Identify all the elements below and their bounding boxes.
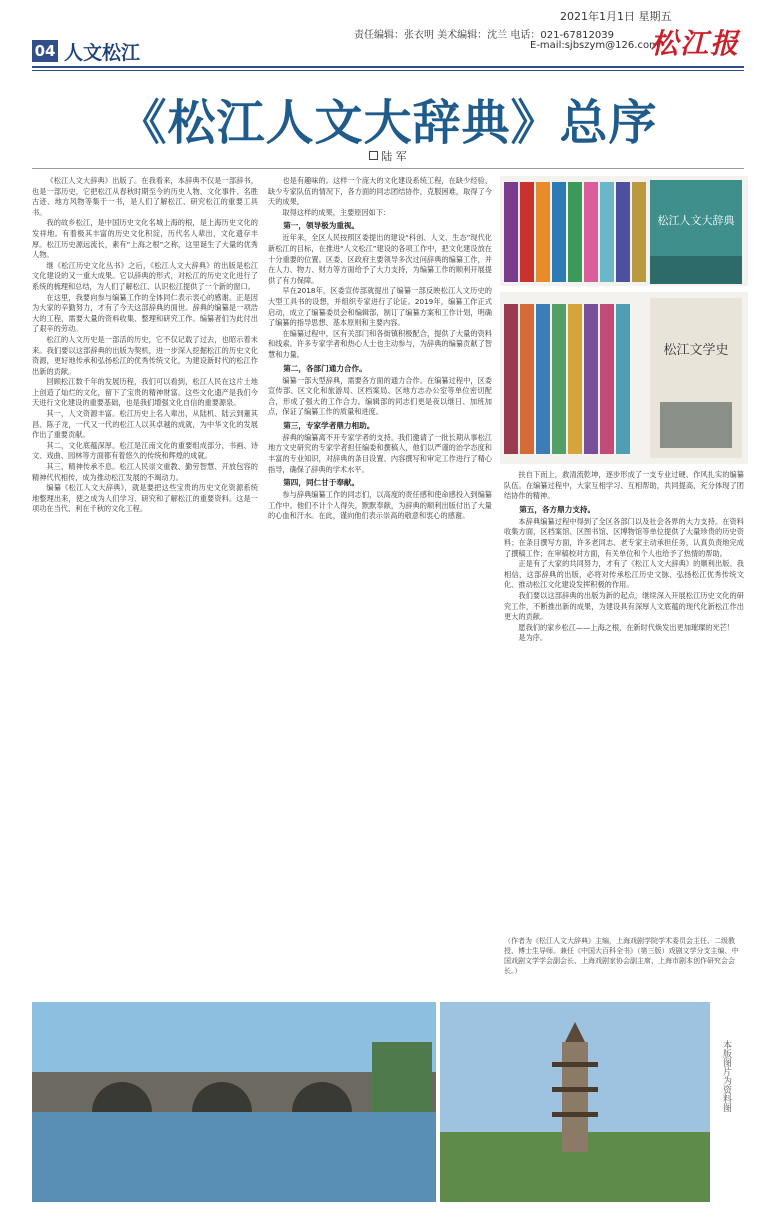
book-spine [504,304,518,454]
paragraph: 在这里，我要向参与编纂工作的全体同仁表示衷心的感谢。正是因为大家的辛勤努力，才有了今天这部辞典的面世。辞典的编纂是一项浩大的工程，需要大量的资料收集、整理和研究工作。编纂者们为此付出了艰辛的劳动。 [32,292,258,334]
book-spine [584,304,598,454]
paragraph: 取得这样的成果，主要原因如下： [282,207,391,217]
paragraph: 我们要以这部辞典的出版为新的起点，继续深入开展松江历史文化的研究工作，不断推出新的成果，为建设具有深厚人文底蕴的现代化新松江作出更大的贡献。 [504,590,744,622]
paragraph: 参与辞典编纂工作的同志们，以高度的责任感和使命感投入到编纂工作中。他们不计个人得失，默默奉献，为辞典的顺利出版付出了大量的心血和汗水。在此，谨向他们表示崇高的敬意和衷心的感谢。 [268,490,492,521]
book-spine [520,304,534,454]
header-rule [32,66,744,68]
subheading: 第四，同仁甘于奉献。 [283,478,360,488]
book-cover-title: 松江文学史 [663,343,729,358]
paragraph: 编纂一部大型辞典，需要各方面的通力合作。在编纂过程中，区委宣传部、区文化和旅游局、区档案局、区地方志办公室等单位密切配合，形成了强大的工作合力。编辑部的同志们更是夜以继日、加班加点，保证了编纂工作的质量和进度。 [268,375,492,417]
editor-email: E-mail:sjbszym@126.com [530,40,659,51]
issue-date: 2021年1月1日 星期五 [560,10,672,23]
paragraph: 早在2018年，区委宣传部就提出了编纂一部反映松江人文历史的大型工具书的设想，并组织专家进行了论证。2019年，编纂工作正式启动，成立了编纂委员会和编辑部，制订了编纂方案和工作计划，明确了编纂的指导思想、基本原则和主要内容。 [268,286,492,328]
page-number: 04 [32,40,58,62]
book-spine [568,304,582,454]
paragraph: 在编纂过程中，区有关部门和各街镇积极配合，提供了大量的资料和线索。许多专家学者和热心人士也主动参与，为辞典的编纂贡献了智慧和力量。 [268,328,492,359]
book-spine [632,182,646,282]
book-spines-image [500,176,748,286]
bridge-arches [92,1082,352,1112]
book-spine [600,304,614,454]
photo-caption: 本版图片为资料图 [721,1040,731,1112]
book-cover-pagoda [660,402,732,448]
book-spine [600,182,614,282]
book-spine [520,182,534,282]
trees [372,1042,432,1112]
author-marker-icon [369,151,378,160]
water [32,1112,436,1202]
subheading: 第二，各部门通力合作。 [283,363,367,373]
book-stack-image [500,292,748,464]
book-spine [568,182,582,282]
paragraph: 扶自下而上，救清流乾坤，逐步形成了一支专业过硬、作风扎实的编纂队伍。在编纂过程中，大家互相学习、互相帮助，共同提高，充分体现了团结协作的精神。 [504,470,744,501]
paragraph: 本辞典编纂过程中得到了全区各部门以及社会各界的大力支持。在资料收集方面，区档案馆、区图书馆、区博物馆等单位提供了大量珍贵的历史资料；在条目撰写方面，许多老同志、老专家主动承担任务，认真负责地完成了撰稿工作；在审稿校对方面，有关单位和个人也给予了热情的帮助。 [504,516,744,558]
paragraph: 其二，文化底蕴深厚。松江是江南文化的重要组成部分，书画、诗文、戏曲、园林等方面都有着悠久的传统和辉煌的成就。 [32,440,258,461]
author-line [0,148,776,164]
paragraph: 编纂《松江人文大辞典》，就是要把这些宝贵的历史文化资源系统地整理出来，使之成为人们学习、研究和了解松江的重要资料。这是一项功在当代、利在千秋的文化工程。 [32,483,258,514]
paragraph: 其一，人文资源丰富。松江历史上名人辈出，从陆机、陆云到董其昌、陈子龙，一代又一代的松江人以其卓越的成就，为中华文化的发展作出了重要贡献。 [32,409,258,440]
subheading: 第一，领导极为重视。 [283,221,360,231]
subheading: 第五，各方鼎力支持。 [519,504,596,514]
book-spine [584,182,598,282]
article-title: 《松江人文大辞典》总序 [118,95,658,151]
header-rule-thin [32,70,744,71]
paragraph: 辞典的编纂离不开专家学者的支持。我们邀请了一批长期从事松江地方文史研究的专家学者担任编委和撰稿人，他们以严谨的治学态度和丰富的专业知识，对辞典的条目设置、内容撰写和审定工作进行了精心指导，确保了辞典的学术水平。 [268,432,492,474]
paragraph: 《松江人文大辞典》出版了。在我看来，本辞典不仅是一部辞书，也是一部历史，它把松江从春秋时期至今的历史人物、文化事件、名胜古迹、地方风物等集于一书，是人们了解松江、研究松江的重要工具书。 [32,176,258,217]
paragraph: 其三，精神传承不息。松江人民崇文重教、勤劳智慧、开放包容的精神代代相传，成为推动松江发展的不竭动力。 [32,462,258,482]
book-spine [616,182,630,282]
author-name: 陆 军 [381,150,407,163]
book-spine [504,182,518,282]
book-spine [552,182,566,282]
book-spine [536,182,550,282]
paragraph: 回顾松江数千年的发展历程，我们可以看到，松江人民在这片土地上创造了灿烂的文化，留下了宝贵的精神财富。这些文化遗产是我们今天进行文化建设的重要基础，也是我们增强文化自信的重要源泉。 [32,377,258,408]
paragraph: 我的故乡松江，是中国历史文化名城上海的根，是上海历史文化的发祥地。有着极其丰富的历史文化积淀，历代名人辈出，文化遗存丰厚。松江历史源远流长，素有“上海之根”之称，这里诞生了大量的优秀人物。 [32,218,258,260]
newspaper-masthead: 松江报 [650,27,741,60]
pagoda-eave [552,1087,598,1092]
paragraph: 也是有趣味的。这样一个庞大的文化建设系统工程，在缺少经验、缺少专家队伍的情况下，各方面的同志团结协作，克服困难，取得了今天的成果。 [268,176,492,207]
book-cover-title: 松江人文大辞典 [657,214,735,227]
pagoda-eave [552,1112,598,1117]
subheading: 第三，专家学者鼎力相助。 [283,420,375,430]
editor-credits: 责任编辑：张衣明 美术编辑：沈兰 电话：021-67812039 [354,30,614,41]
pagoda-photo [440,1002,710,1202]
book-cover-band [650,256,742,284]
article-column-3 [504,470,744,960]
paragraph: 继《松江历史文化丛书》之后，《松江人文大辞典》的出版是松江文化建设的又一重大成果。它以辞典的形式，对松江的历史文化进行了系统的梳理和总结，为人们了解松江、认识松江提供了一个新的窗口。 [32,260,258,291]
paragraph: 松江的人文历史是一部活的历史，它不仅记载了过去，也昭示着未来。我们要以这部辞典的出版为契机，进一步深入挖掘松江的历史文化资源，更好地传承和弘扬松江的优秀传统文化，为建设新时代的松江作出新的贡献。 [32,334,258,376]
paragraph: 近年来，全区人民按照区委提出的建设“科创、人文、生态”现代化新松江的目标，在推进“人文松江”建设的各项工作中，把文化建设放在十分重要的位置。区委、区政府主要领导多次过问辞典的编纂工作，并在人力、物力、财力等方面给予了大力支持，为编纂工作的顺利开展提供了有力保障。 [268,233,492,285]
article-column-2 [268,176,492,960]
pagoda-body [562,1042,588,1152]
author-note: （作者为《松江人文大辞典》主编，上海戏剧学院学术委员会主任、二级教授、博士生导师。兼任《中国大百科全书》（第三版）戏剧文学分支主编、中国戏剧文学学会副会长、上海戏剧家协会副主席、上海市剧本创作研究会会长。） [504,937,739,975]
section-title: 人文松江 [64,42,141,64]
canal-bridge-photo [32,1002,436,1202]
paragraph: 正是有了大家的共同努力，才有了《松江人文大辞典》的顺利出版。我相信，这部辞典的出版，必将对传承松江历史文脉、弘扬松江优秀传统文化、推动松江文化建设发挥积极的作用。 [504,559,744,590]
book-spine [536,304,550,454]
title-divider [32,168,744,169]
pagoda-eave [552,1062,598,1067]
paragraph: 愿我们的家乡松江——上海之根，在新时代焕发出更加璀璨的光芒！ [518,622,735,632]
book-spine [552,304,566,454]
book-spine [616,304,630,454]
article-column-1 [32,176,258,960]
closing-line: 是为序。 [518,633,548,643]
